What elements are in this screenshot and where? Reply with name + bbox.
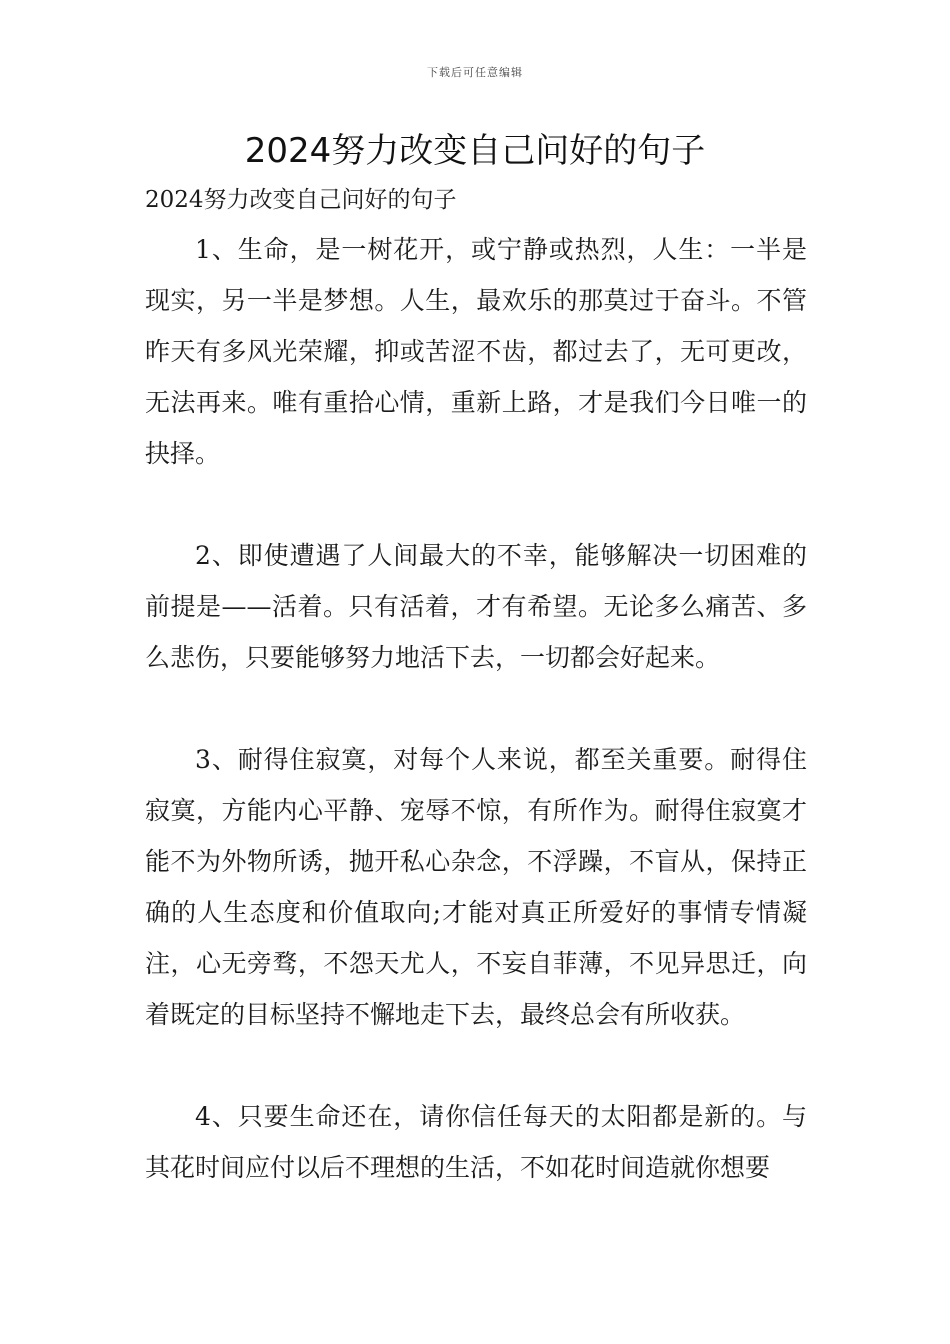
document-subtitle: 2024努力改变自己问好的句子	[145, 187, 457, 213]
paragraph-4: 4、只要生命还在，请你信任每天的太阳都是新的。与其花时间应付以后不理想的生活，不如花时间造就你想要	[145, 1102, 807, 1182]
header-note: 下载后可任意编辑	[427, 66, 523, 79]
paragraph-3: 3、耐得住寂寞，对每个人来说，都至关重要。耐得住寂寞，方能内心平静、宠辱不惊，有所作为。耐得住寂寞才能不为外物所诱，抛开私心杂念，不浮躁，不盲从，保持正确的人生态度和价值取向;才能对真正所爱好的事情专情凝注，心无旁骛，不怨天尤人，不妄自菲薄，不见异思迁，向着既定的目标坚持不懈地走下去，最终总会有所收获。	[145, 745, 807, 1029]
document-body	[145, 176, 807, 1193]
document-title: 2024努力改变自己问好的句子	[244, 131, 706, 171]
paragraph-2: 2、即使遭遇了人间最大的不幸，能够解决一切困难的前提是——活着。只有活着，才有希望。无论多么痛苦、多么悲伤，只要能够努力地活下去，一切都会好起来。	[145, 541, 807, 672]
paragraph-1: 1、生命，是一树花开，或宁静或热烈，人生：一半是现实，另一半是梦想。人生，最欢乐的那莫过于奋斗。不管昨天有多风光荣耀，抑或苦涩不齿，都过去了，无可更改，无法再来。唯有重拾心情，重新上路，才是我们今日唯一的抉择。	[145, 235, 807, 468]
